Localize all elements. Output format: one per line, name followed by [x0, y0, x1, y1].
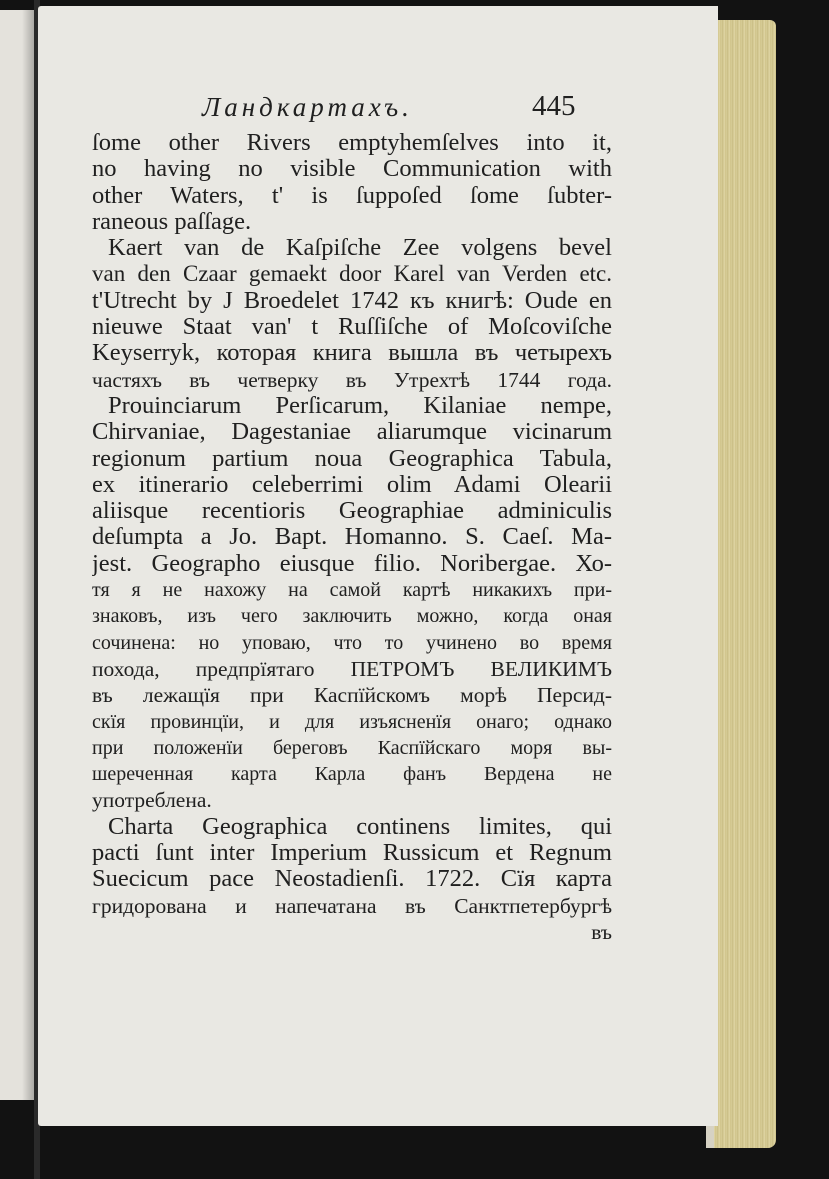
text-line: raneous paſſage.	[92, 208, 252, 235]
text-line: Chirvaniae, Dagestaniae aliarumque vicinarum	[92, 419, 612, 446]
left-page-edge	[0, 10, 37, 1100]
text-line: употреблена.	[92, 788, 212, 813]
text-line: похода, предпрїятаго ПЕТРОМЪ ВЕЛИКИМЪ	[92, 656, 612, 681]
text-line: Suecicum pace Neostadienſi. 1722. Сїя карта	[92, 866, 612, 893]
text-line: Keyserryk, которая книга вышла въ четырехъ	[92, 340, 612, 367]
catchword: въ	[591, 919, 612, 944]
text-line: Charta Geographica continens limites, qui	[108, 813, 612, 840]
text-line: pacti ſunt inter Imperium Russicum et Regnum	[92, 840, 612, 867]
text-line: t'Utrecht by J Broedelet 1742 къ книгѣ: Oude en	[92, 287, 612, 314]
page-text	[92, 90, 612, 945]
text-line: nieuwe Staat van' t Ruſſiſche of Moſcoviſche	[92, 314, 612, 341]
text-line: знаковъ, изъ чего заключить можно, когда оная	[92, 605, 612, 628]
text-line: ex itinerario celeberrimi olim Adami Olearii	[92, 471, 612, 498]
text-line: въ лежащїя при Каспїйскомъ морѣ Персид-	[92, 683, 612, 708]
left-page-shadow	[22, 10, 34, 1100]
text-line: частяхъ въ четверку въ Утрехтѣ 1744 года.	[92, 367, 612, 392]
text-line: jest. Geographo eiusque filio. Noribergae. Хо-	[92, 550, 612, 577]
running-header	[92, 90, 612, 130]
text-line: скїя провинцїи, и для изъясненїя онаго; однако	[92, 710, 612, 733]
text-line: regionum partium noua Geographica Tabula,	[92, 445, 612, 472]
text-line: тя я не нахожу на самой картѣ никакихъ при-	[92, 579, 612, 602]
text-line: шереченная карта Карла фанъ Вердена не	[92, 763, 612, 786]
text-line: deſumpta a Jo. Bapt. Homanno. S. Caeſ. Ma-	[92, 524, 612, 551]
page-number: 445	[532, 90, 576, 122]
text-line: other Waters, t' is ſuppoſed ſome ſubter-	[92, 182, 612, 209]
header-title: Ландкартахъ.	[202, 92, 413, 122]
text-line: aliisque recentioris Geographiae adminiculis	[92, 498, 612, 525]
text-line: van den Czaar gemaekt door Karel van Verden etc.	[92, 261, 612, 287]
text-line: Kaert van de Kaſpiſche Zee volgens bevel	[108, 235, 612, 262]
text-line: при положенїи береговъ Каспїйскаго моря вы-	[92, 736, 612, 759]
text-line: no having no visible Communication with	[92, 156, 612, 183]
text-line: Prouinciarum Perſicarum, Kilaniae nempe,	[108, 392, 612, 419]
text-line: сочинена: но уповаю, что то учинено во время	[92, 631, 612, 654]
text-line: ſome other Rivers emptyhemſelves into it,	[92, 130, 612, 156]
text-line: гридорована и напечатана въ Санктпетербургѣ	[92, 893, 612, 918]
